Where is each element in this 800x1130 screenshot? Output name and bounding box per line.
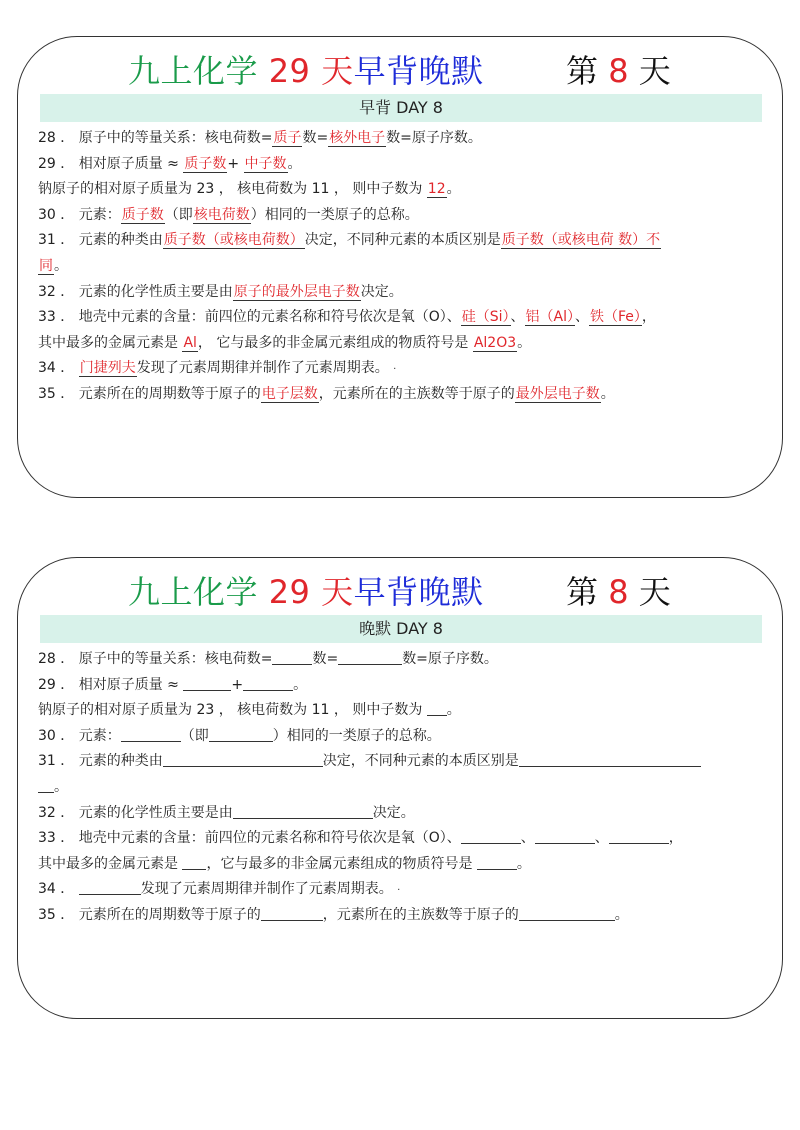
answer-blank[interactable]	[519, 906, 615, 921]
text: 29 ． 相对原子质量 ≈	[38, 155, 184, 172]
text: 。	[54, 257, 68, 274]
text: 、	[510, 309, 525, 326]
answer: 质子	[273, 130, 302, 146]
text: 28 ． 原子中的等量关系：核电荷数=	[38, 130, 273, 146]
line-q33-cont	[38, 331, 778, 357]
question-list	[38, 647, 778, 929]
line-q31-cont	[38, 775, 778, 801]
title-days: 29 天	[268, 52, 354, 90]
question-list	[38, 126, 778, 408]
answer-blank[interactable]	[79, 880, 141, 895]
text: 钠原子的相对原子质量为 23 ， 核电荷数为 11 ， 则中子数为	[38, 702, 427, 719]
answer-blank[interactable]	[519, 752, 701, 767]
text: 其中最多的金属元素是	[38, 855, 183, 872]
answer-blank[interactable]	[609, 829, 669, 844]
text: 。	[54, 778, 68, 795]
answer-blank[interactable]	[461, 829, 521, 844]
text: 决定，不同种元素的本质区别是	[304, 232, 501, 249]
answer-blank[interactable]	[535, 829, 595, 844]
text: 。	[614, 906, 629, 923]
text: 数=原子序数。	[402, 651, 498, 667]
title-text	[128, 47, 484, 95]
day-indicator	[566, 47, 671, 95]
text: 。	[287, 155, 302, 172]
text: 29 ． 相对原子质量 ≈	[38, 676, 184, 693]
answer: 质子数	[121, 206, 164, 223]
text: ， 它与最多的非金属元素组成的物质符号是	[197, 334, 473, 351]
text: 33 ． 地壳中元素的含量：前四位的元素名称和符号依次是氧（O）、	[38, 309, 461, 326]
day-number: 8	[608, 573, 629, 611]
answer-blank[interactable]	[272, 650, 312, 665]
answer: 质子数	[184, 155, 227, 172]
line-q33	[38, 305, 778, 331]
answer: 质子数（或核电荷数）	[163, 232, 304, 249]
line-q28	[38, 647, 778, 673]
answer: 核电荷数	[193, 206, 250, 223]
line-q32	[38, 280, 778, 306]
line-q30	[38, 203, 778, 229]
line-q31	[38, 749, 778, 775]
text: （即	[180, 727, 209, 744]
text: 31 ． 元素的种类由	[38, 753, 163, 770]
answer-blank[interactable]	[427, 701, 447, 716]
text: ）相同的一类原子的总称。	[272, 727, 441, 744]
text: 34 ．	[38, 360, 79, 377]
text: 31 ． 元素的种类由	[38, 232, 163, 249]
evening-card	[17, 557, 783, 1019]
line-q31	[38, 228, 778, 254]
line-q33	[38, 826, 778, 852]
answer-blank[interactable]	[209, 727, 273, 742]
text: 钠原子的相对原子质量为 23 ， 核电荷数为 11 ， 则中子数为	[38, 181, 427, 198]
day-prefix: 第	[566, 573, 599, 611]
text: 发现了元素周期律并制作了元素周期表。	[136, 360, 389, 377]
answer: 门捷列夫	[79, 360, 136, 377]
text: 32 ． 元素的化学性质主要是由	[38, 804, 233, 821]
answer: 最外层电子数	[515, 385, 600, 402]
line-q33-cont	[38, 852, 778, 878]
text: 30 ． 元素：	[38, 206, 121, 223]
answer: 硅（Si）	[461, 309, 510, 326]
text: ，它与最多的非金属元素组成的物质符号是	[206, 855, 477, 872]
answer: 12	[427, 181, 446, 198]
answer-blank[interactable]	[163, 752, 323, 767]
answer-blank[interactable]	[243, 676, 293, 691]
day-suffix: 天	[638, 52, 671, 90]
text: 数=原子序数。	[386, 130, 482, 146]
answer-blank[interactable]	[477, 855, 517, 870]
text: 。	[600, 385, 615, 402]
answer: Al2O3	[473, 334, 517, 351]
answer: 同	[39, 257, 53, 274]
text: 、	[594, 830, 609, 847]
text: ，	[668, 830, 683, 847]
text: （即	[164, 206, 193, 223]
text: 。	[446, 702, 461, 719]
title-days: 29 天	[268, 573, 354, 611]
line-sodium	[38, 177, 778, 203]
text: 28 ． 原子中的等量关系：核电荷数=	[38, 651, 273, 667]
line-q28	[38, 126, 778, 152]
answer-blank[interactable]	[338, 650, 402, 665]
line-q29	[38, 673, 778, 699]
text: 32 ． 元素的化学性质主要是由	[38, 283, 233, 300]
text: 数=	[312, 651, 339, 667]
text: 。	[446, 181, 461, 198]
text: 决定。	[360, 283, 403, 300]
answer: 电子层数	[261, 385, 318, 402]
text: 。	[517, 334, 532, 351]
text: 、	[574, 309, 589, 326]
line-q29	[38, 152, 778, 178]
answer-blank[interactable]	[121, 727, 181, 742]
text: 决定，不同种元素的本质区别是	[322, 753, 519, 770]
card-title	[18, 568, 782, 616]
text: ，	[641, 309, 656, 326]
text: 。	[516, 855, 531, 872]
dot-mark: ·	[397, 885, 401, 897]
title-text	[128, 568, 484, 616]
answer: 原子的最外层电子数	[233, 283, 360, 300]
text: 。	[293, 676, 308, 693]
answer: 核外电子	[329, 130, 386, 146]
text: 35 ． 元素所在的周期数等于原子的	[38, 385, 261, 402]
line-q35	[38, 382, 778, 408]
answer: 铁（Fe）	[589, 309, 641, 326]
line-q34	[38, 877, 778, 903]
card-title	[18, 47, 782, 95]
line-q34	[38, 356, 778, 382]
line-q31-cont	[38, 254, 778, 280]
morning-card	[17, 36, 783, 498]
answer-blank[interactable]	[261, 906, 323, 921]
text: 34 ．	[38, 881, 79, 898]
line-q30	[38, 724, 778, 750]
title-plan: 早背晚默	[353, 573, 484, 611]
answer: 铝（Al）	[525, 309, 574, 326]
text: 发现了元素周期律并制作了元素周期表。	[140, 881, 393, 898]
section-band: 晚默 DAY 8	[40, 615, 762, 643]
text: 35 ． 元素所在的周期数等于原子的	[38, 906, 261, 923]
answer: 中子数	[244, 155, 287, 172]
title-plan: 早背晚默	[353, 52, 484, 90]
text: 决定。	[372, 804, 415, 821]
text: 其中最多的金属元素是	[38, 334, 183, 351]
line-q35	[38, 903, 778, 929]
day-suffix: 天	[638, 573, 671, 611]
day-indicator	[566, 568, 671, 616]
text: +	[227, 155, 244, 172]
answer-blank[interactable]	[38, 778, 54, 793]
line-q32	[38, 801, 778, 827]
title-subject: 九上化学	[128, 52, 259, 90]
answer: Al	[183, 334, 197, 351]
line-sodium	[38, 698, 778, 724]
text: ，元素所在的主族数等于原子的	[322, 906, 519, 923]
section-band: 早背 DAY 8	[40, 94, 762, 122]
answer-blank[interactable]	[182, 855, 206, 870]
day-prefix: 第	[566, 52, 599, 90]
title-subject: 九上化学	[128, 573, 259, 611]
dot-mark: ·	[393, 364, 397, 376]
text: 、	[520, 830, 535, 847]
answer: 质子数（或核电荷 数）不	[501, 232, 661, 249]
text: 33 ． 地壳中元素的含量：前四位的元素名称和符号依次是氧（O）、	[38, 830, 461, 847]
text: 数=	[302, 130, 329, 146]
text: 30 ． 元素：	[38, 727, 121, 744]
text: +	[231, 676, 244, 693]
answer-blank[interactable]	[233, 804, 373, 819]
day-number: 8	[608, 52, 629, 90]
text: ，元素所在的主族数等于原子的	[318, 385, 515, 402]
answer-blank[interactable]	[183, 676, 231, 691]
text: ）相同的一类原子的总称。	[250, 206, 419, 223]
